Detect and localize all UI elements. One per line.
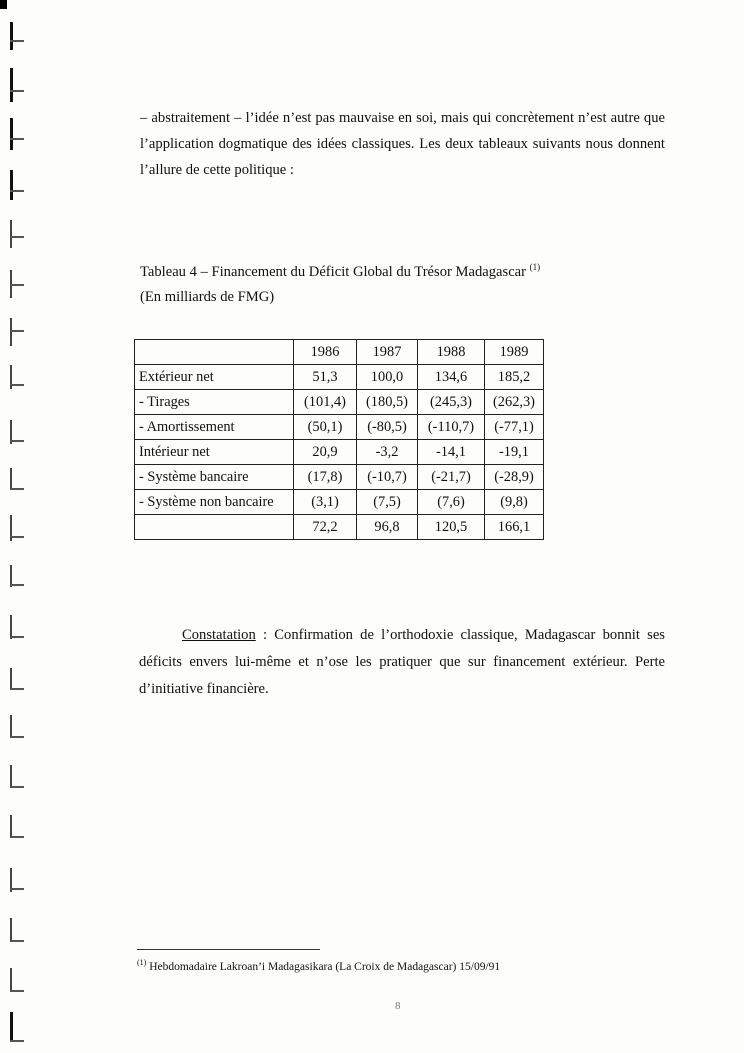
table-cell: (101,4) (294, 390, 357, 415)
table-header-year: 1989 (485, 340, 544, 365)
table-cell: (180,5) (357, 390, 418, 415)
table-header-blank (135, 340, 294, 365)
table-row (135, 365, 544, 390)
row-label: Intérieur net (135, 440, 294, 465)
table-cell: 120,5 (418, 515, 485, 540)
intro-paragraph: – abstraitement – l’idée n’est pas mauvaise en soi, mais qui concrètement n’est autre que l’application dogmatique des idées classiques. Les deux tableaux suivants nous donnent l’allure de cette politique : (140, 110, 665, 178)
table-caption-footnote-ref: (1) (529, 262, 541, 272)
table-header-year: 1988 (418, 340, 485, 365)
table-cell: 100,0 (357, 365, 418, 390)
table-cell: (-28,9) (485, 465, 544, 490)
table-row (135, 490, 544, 515)
table-cell: 96,8 (357, 515, 418, 540)
constatation-paragraph (139, 622, 665, 703)
footnote-text: Hebdomadaire Lakroan’i Madagasikara (La Croix de Madagascar) 15/09/91 (146, 960, 501, 973)
table-cell: (-77,1) (485, 415, 544, 440)
table-cell: 185,2 (485, 365, 544, 390)
table-cell: (-21,7) (418, 465, 485, 490)
table-cell: (17,8) (294, 465, 357, 490)
table-cell: 72,2 (294, 515, 357, 540)
table-header-year: 1987 (357, 340, 418, 365)
page-number: 8 (395, 1000, 401, 1012)
scan-artifact (0, 0, 7, 9)
table-row (135, 390, 544, 415)
table-cell: (7,6) (418, 490, 485, 515)
table-cell: (-110,7) (418, 415, 485, 440)
table-row (135, 440, 544, 465)
table-cell: (245,3) (418, 390, 485, 415)
table-cell: 134,6 (418, 365, 485, 390)
row-label: - Tirages (135, 390, 294, 415)
table-cell: (7,5) (357, 490, 418, 515)
table-units: (En milliards de FMG) (140, 289, 275, 305)
table-row (135, 415, 544, 440)
table-cell: (-10,7) (357, 465, 418, 490)
table-cell: (9,8) (485, 490, 544, 515)
table-cell: (3,1) (294, 490, 357, 515)
financing-table (134, 339, 544, 540)
table-header-year: 1986 (294, 340, 357, 365)
row-label: - Amortissement (135, 415, 294, 440)
table-header-row (135, 340, 544, 365)
table-cell: -19,1 (485, 440, 544, 465)
table-cell: -14,1 (418, 440, 485, 465)
footnote-divider (137, 949, 320, 950)
table-cell: (50,1) (294, 415, 357, 440)
table-cell: (262,3) (485, 390, 544, 415)
table-cell: 20,9 (294, 440, 357, 465)
table-row (135, 465, 544, 490)
table-cell: 51,3 (294, 365, 357, 390)
binding-edge (0, 0, 40, 1053)
row-label: - Système bancaire (135, 465, 294, 490)
footnote (137, 958, 500, 973)
table-caption-text: Tableau 4 – Financement du Déficit Global du Trésor Madagascar (140, 263, 527, 280)
row-label (135, 515, 294, 540)
footnote-ref: (1) (137, 958, 147, 967)
table-cell: 166,1 (485, 515, 544, 540)
row-label: Extérieur net (135, 365, 294, 390)
table-cell: -3,2 (357, 440, 418, 465)
row-label: - Système non bancaire (135, 490, 294, 515)
constatation-text: : Confirmation de l’orthodoxie classique, Madagascar bonnit ses déficits envers lui-même et n’ose les pratiquer que sur financement extérieur. Perte d’initiative financière. (139, 627, 665, 697)
table-total-row (135, 515, 544, 540)
table-caption (140, 262, 540, 281)
table-cell: (-80,5) (357, 415, 418, 440)
constatation-label: Constatation (182, 627, 256, 643)
